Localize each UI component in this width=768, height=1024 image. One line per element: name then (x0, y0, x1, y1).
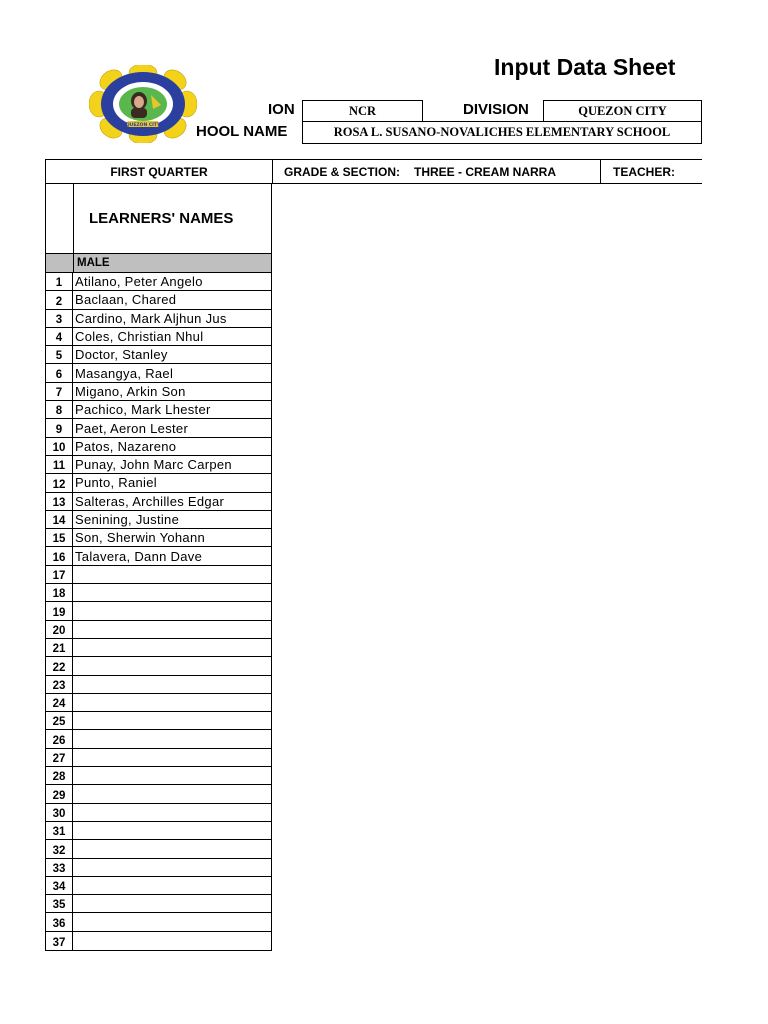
learner-name-cell[interactable] (73, 859, 271, 876)
row-number: 10 (46, 438, 73, 455)
table-row (46, 547, 271, 565)
row-number: 26 (46, 730, 73, 747)
region-field[interactable]: NCR (302, 100, 423, 122)
learner-name-cell[interactable]: Coles, Christian Nhul (75, 329, 204, 345)
table-row (46, 822, 271, 840)
row-number: 11 (46, 456, 73, 473)
row-number: 12 (46, 474, 73, 491)
row-number: 2 (46, 291, 73, 308)
teacher-label: TEACHER: (613, 164, 675, 179)
learners-names-title: LEARNERS' NAMES (89, 209, 234, 227)
learners-names-header (46, 183, 271, 254)
table-row (46, 913, 271, 931)
male-group-label: MALE (77, 257, 110, 269)
learner-name-cell[interactable] (73, 767, 271, 784)
learner-name-cell[interactable]: Migano, Arkin Son (75, 383, 186, 399)
table-row (46, 346, 271, 364)
row-number: 17 (46, 566, 73, 583)
row-number: 18 (46, 584, 73, 601)
page-title: Input Data Sheet (494, 54, 676, 80)
row-number: 5 (46, 346, 73, 363)
row-number: 31 (46, 822, 73, 839)
row-number: 19 (46, 602, 73, 619)
row-number: 30 (46, 804, 73, 821)
table-row (46, 456, 271, 474)
learner-rows (46, 273, 271, 950)
row-number: 15 (46, 529, 73, 546)
row-number: 36 (46, 913, 73, 930)
row-number: 8 (46, 401, 73, 418)
table-row (46, 877, 271, 895)
table-row (46, 364, 271, 382)
school-name-label: HOOL NAME (196, 123, 288, 140)
learner-name-cell[interactable] (73, 657, 271, 674)
row-number: 24 (46, 694, 73, 711)
learner-name-cell[interactable] (73, 785, 271, 802)
learner-name-cell[interactable] (73, 804, 271, 821)
quarter-value: FIRST QUARTER (110, 164, 208, 179)
row-number: 4 (46, 328, 73, 345)
table-row (46, 493, 271, 511)
row-number: 22 (46, 657, 73, 674)
male-group-row (46, 254, 271, 273)
quarter-cell[interactable] (45, 159, 272, 184)
number-column-header (46, 183, 74, 253)
row-number: 7 (46, 383, 73, 400)
learner-name-cell[interactable] (73, 621, 271, 638)
table-row (46, 584, 271, 602)
learner-name-cell[interactable]: Salteras, Archilles Edgar (75, 493, 225, 509)
region-label: ION (268, 101, 295, 118)
grade-section-label: GRADE & SECTION: (284, 164, 401, 179)
learner-name-cell[interactable] (73, 639, 271, 656)
grade-section-cell[interactable] (272, 159, 600, 184)
table-row (46, 291, 271, 309)
learner-name-cell[interactable] (73, 602, 271, 619)
learner-name-cell[interactable]: Cardino, Mark Aljhun Jus (75, 310, 227, 326)
row-number: 37 (46, 932, 73, 950)
table-row (46, 804, 271, 822)
row-number: 13 (46, 493, 73, 510)
learner-name-cell[interactable]: Talavera, Dann Dave (75, 548, 203, 564)
table-row (46, 602, 271, 620)
table-row (46, 767, 271, 785)
grade-section-value: THREE - CREAM NARRA (414, 164, 557, 179)
table-row (46, 438, 271, 456)
row-number: 9 (46, 419, 73, 436)
table-row (46, 694, 271, 712)
learner-name-cell[interactable] (73, 877, 271, 894)
row-number: 3 (46, 310, 73, 327)
row-number: 29 (46, 785, 73, 802)
row-number: 28 (46, 767, 73, 784)
row-number: 34 (46, 877, 73, 894)
table-row (46, 895, 271, 913)
learner-name-cell[interactable]: Baclaan, Chared (75, 292, 177, 308)
row-number: 23 (46, 676, 73, 693)
table-row (46, 566, 271, 584)
table-row (46, 657, 271, 675)
table-row (46, 730, 271, 748)
learner-name-cell[interactable] (73, 840, 271, 857)
learner-name-cell[interactable] (73, 822, 271, 839)
row-number: 21 (46, 639, 73, 656)
learners-table (45, 183, 272, 951)
learner-name-cell[interactable]: Punay, John Marc Carpen (75, 457, 232, 473)
school-seal-logo (89, 65, 197, 143)
table-row (46, 932, 271, 950)
row-number: 33 (46, 859, 73, 876)
table-row (46, 712, 271, 730)
learner-name-cell[interactable] (73, 913, 271, 930)
table-row (46, 676, 271, 694)
teacher-cell[interactable] (600, 159, 702, 184)
row-number: 6 (46, 364, 73, 381)
learner-name-cell[interactable]: Senining, Justine (75, 512, 180, 527)
row-number: 27 (46, 749, 73, 766)
row-number: 1 (46, 273, 73, 290)
table-row (46, 328, 271, 346)
table-row (46, 529, 271, 547)
learner-name-cell[interactable] (73, 895, 271, 912)
division-label: DIVISION (463, 101, 529, 118)
table-row (46, 621, 271, 639)
learner-name-cell[interactable] (73, 584, 271, 601)
male-group-number-cell (46, 254, 74, 272)
school-name-field[interactable]: ROSA L. SUSANO-NOVALICHES ELEMENTARY SCHOOL (302, 121, 702, 144)
logo-city-text: QUEZON CITY (125, 123, 161, 128)
table-row (46, 310, 271, 328)
row-number: 32 (46, 840, 73, 857)
table-row (46, 749, 271, 767)
learner-name-cell[interactable] (73, 676, 271, 693)
row-number: 16 (46, 547, 73, 564)
table-row (46, 383, 271, 401)
quarter-bar (45, 159, 702, 184)
table-row (46, 401, 271, 419)
learner-name-cell[interactable]: Punto, Raniel (75, 475, 157, 491)
learner-name-cell[interactable] (73, 749, 271, 766)
table-row (46, 474, 271, 492)
row-number: 20 (46, 621, 73, 638)
learner-name-cell[interactable]: Doctor, Stanley (75, 347, 168, 363)
table-row (46, 273, 271, 291)
learner-name-cell[interactable] (73, 694, 271, 711)
table-row (46, 859, 271, 877)
table-row (46, 639, 271, 657)
learner-name-cell[interactable] (73, 566, 271, 583)
learner-name-cell[interactable] (73, 730, 271, 747)
table-row (46, 840, 271, 858)
table-row (46, 419, 271, 437)
learner-name-cell[interactable]: Atilano, Peter Angelo (75, 274, 203, 290)
row-number: 25 (46, 712, 73, 729)
row-number: 14 (46, 511, 73, 528)
learner-name-cell[interactable]: Masangya, Rael (75, 365, 174, 381)
learner-name-cell[interactable] (73, 712, 271, 729)
learner-name-cell[interactable] (73, 932, 271, 950)
learner-name-cell[interactable]: Pachico, Mark Lhester (75, 402, 211, 418)
table-row (46, 785, 271, 803)
row-number: 35 (46, 895, 73, 912)
learner-name-cell[interactable]: Son, Sherwin Yohann (75, 530, 206, 546)
division-field[interactable]: QUEZON CITY (543, 100, 702, 122)
table-row (46, 511, 271, 529)
learner-name-cell[interactable]: Paet, Aeron Lester (75, 420, 189, 436)
learner-name-cell[interactable]: Patos, Nazareno (75, 438, 177, 454)
